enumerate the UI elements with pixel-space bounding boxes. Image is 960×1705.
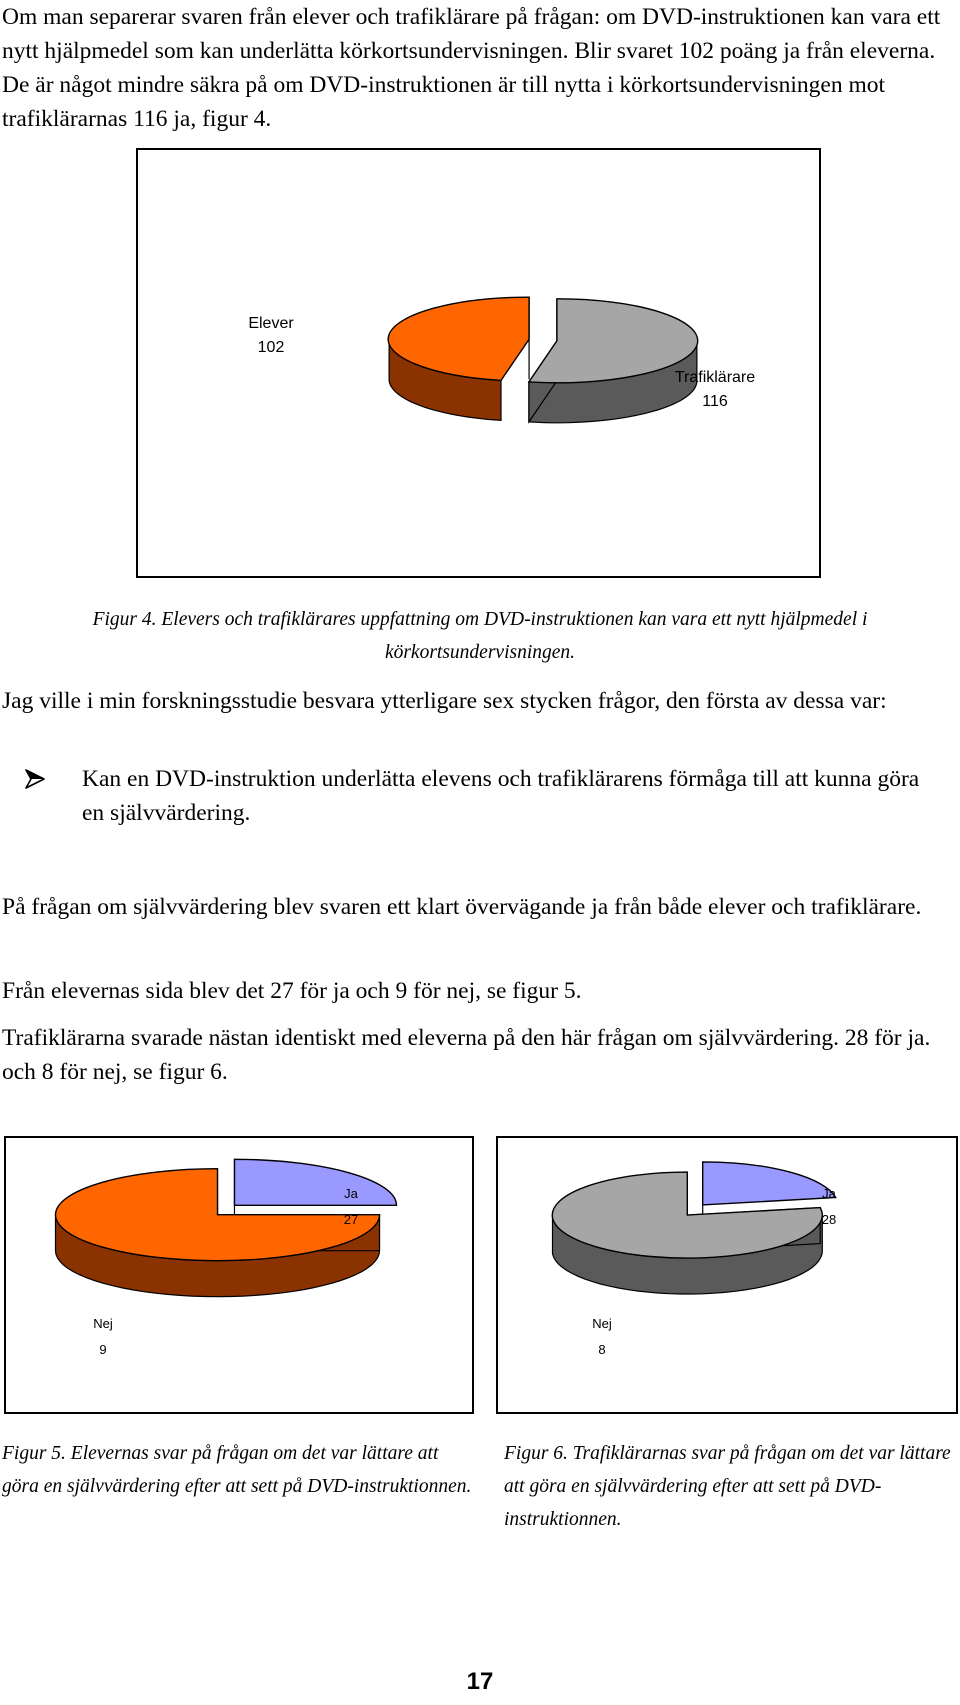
figure-4-pie xyxy=(138,150,823,580)
self-evaluation-paragraph: På frågan om självvärdering blev svaren ett klart övervägande ja från både elever och trafiklärare. xyxy=(2,894,922,920)
pie-2-label-0: Ja xyxy=(822,1186,836,1201)
page-number: 17 xyxy=(466,1668,494,1695)
pie-1-label-1: Nej xyxy=(93,1316,113,1331)
teachers-paragraph: Trafiklärarna svarade nästan identiskt med eleverna på den här frågan om självvärdering. 28 för ja. och 8 för nej, se figur 6. xyxy=(2,1025,931,1085)
pie-0-label-0: Elever xyxy=(248,315,294,332)
students-paragraph: Från elevernas sida blev det 27 för ja och 9 för nej, se figur 5. xyxy=(2,978,582,1004)
figure-4-caption: Figur 4. Elevers och trafiklärares uppfattning om DVD-instruktionen kan vara ett nytt hjälpmedel i körkortsundervisningen. xyxy=(92,609,868,663)
research-paragraph: Jag ville i min forskningsstudie besvara ytterligare sex stycken frågor, den första av dessa var: xyxy=(2,688,887,714)
pie-2-slice-1 xyxy=(703,1162,836,1205)
figure-4-chart xyxy=(136,148,821,578)
figure-5-pie xyxy=(6,1138,476,1416)
figure-5-chart xyxy=(4,1136,474,1414)
pie-1-value-0: 27 xyxy=(343,1212,359,1227)
bullet-question-text: Kan en DVD-instruktion underlätta elevens och trafiklärarens förmåga till att kunna göra en självvärdering. xyxy=(82,766,920,826)
bullet-question xyxy=(24,762,944,832)
pie-2-value-1: 8 xyxy=(598,1342,606,1357)
pie-0-value-1: 116 xyxy=(702,393,728,410)
figure-6-caption: Figur 6. Trafiklärarnas svar på frågan om det var lättare att göra en självvärdering efter att sett på DVD-instruktionnen. xyxy=(504,1443,951,1530)
pie-0-label-1: Trafiklärare xyxy=(674,369,756,386)
pie-1-slice-1 xyxy=(234,1159,396,1205)
pie-0-value-0: 102 xyxy=(257,339,285,356)
figure-6-pie xyxy=(498,1138,960,1416)
intro-paragraph: Om man separerar svaren från elever och trafiklärare på frågan: om DVD-instruktionen kan vara ett nytt hjälpmedel som kan underlätta körkortsundervisningen. Blir svaret 102 poäng ja från eleverna. De är något mindre säkra på om DVD-instruktionen är till nytta i körkortsundervisningen mot trafiklärarnas 116 ja, figur 4. xyxy=(2,4,941,132)
arrow-bullet-icon xyxy=(24,768,46,790)
figure-6-chart xyxy=(496,1136,958,1414)
pie-2-label-1: Nej xyxy=(592,1316,612,1331)
pie-1-value-1: 9 xyxy=(99,1342,107,1357)
pie-1-label-0: Ja xyxy=(344,1186,358,1201)
pie-2-value-0: 28 xyxy=(821,1212,837,1227)
figure-5-caption: Figur 5. Elevernas svar på frågan om det var lättare att göra en självvärdering efter att sett på DVD-instruktionnen. xyxy=(2,1443,472,1497)
